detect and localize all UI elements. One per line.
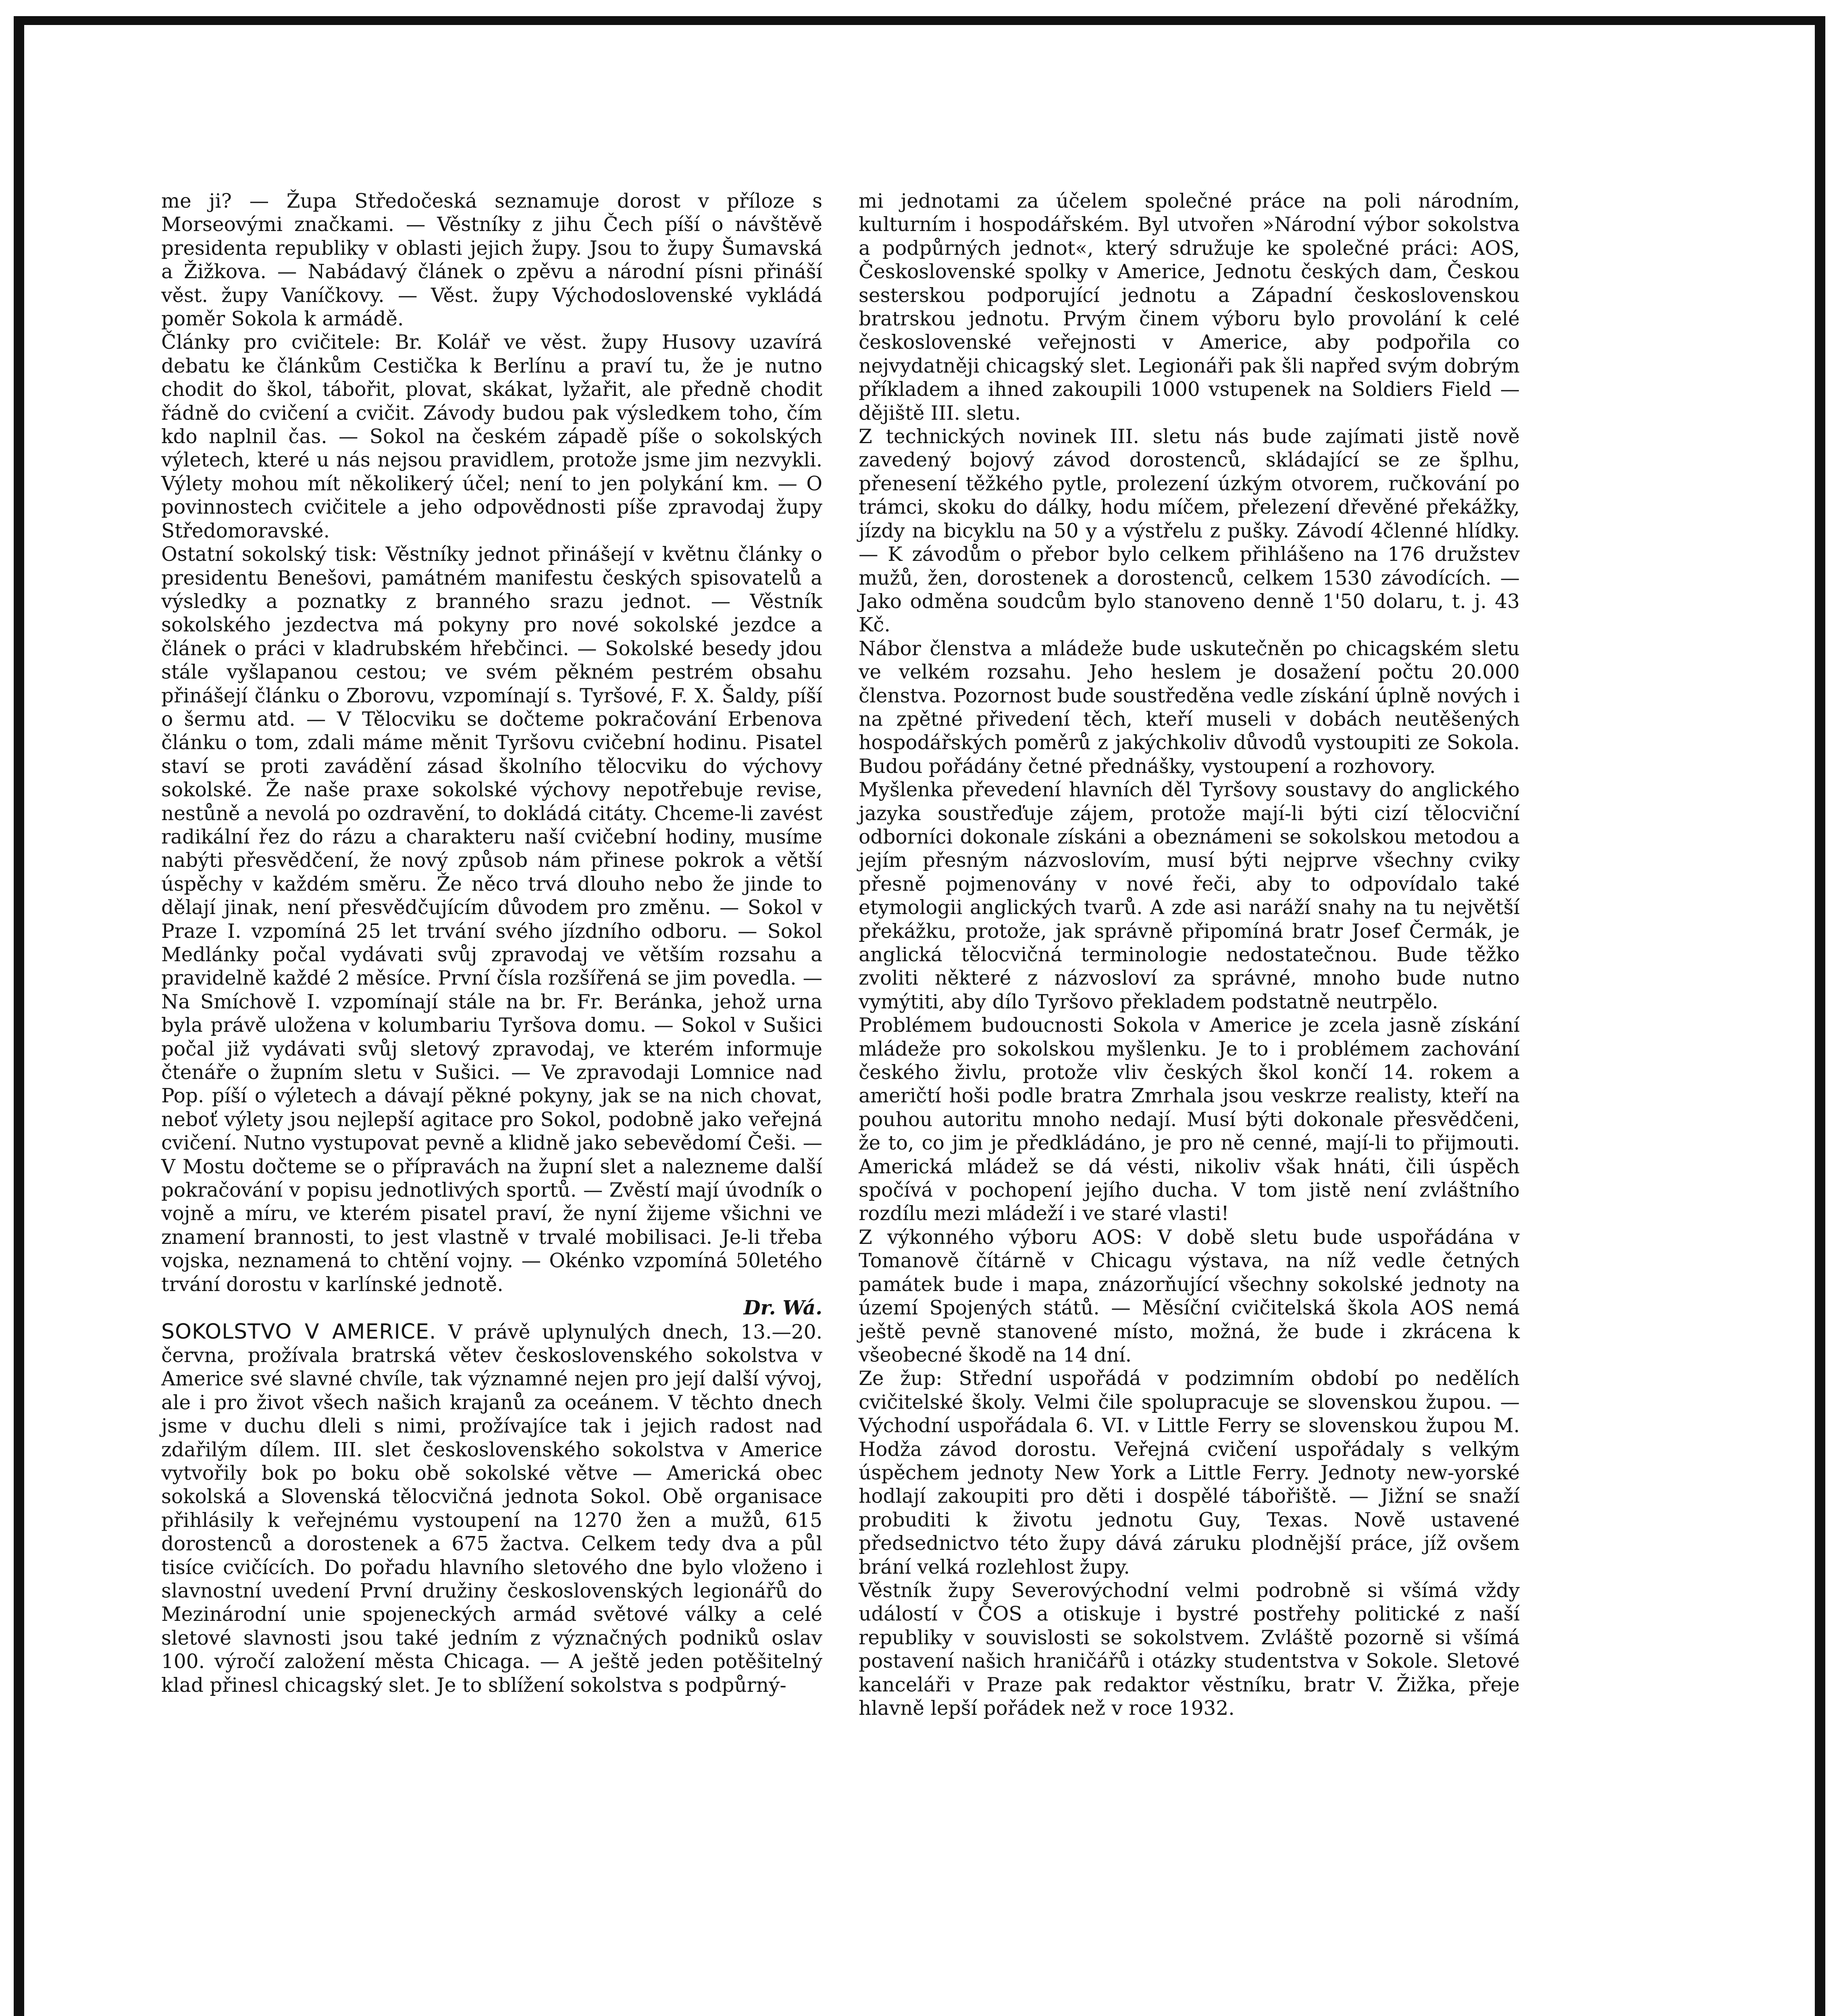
paragraph-instructor-articles: Články pro cvičitele: Br. Kolář ve věst. župy Husovy uzavírá debatu ke článkům Cestička k Berlínu a praví tu, že je nutno chodit do škol, tábořit, plovat, skákat, lyžařit, ale předně chodit řádně do cvičení a cvičit. Závody budou pak výsledkem toho, čím kdo naplnil čas. — Sokol na českém západě píše o sokolských výletech, které u nás nejsou pravidlem, protože jsme jim nezvykli. Výlety mohou mít několikerý účel; není to jen polykání km. — O povinnostech cvičitele a jeho odpovědnosti píše zpravodaj župy Středomoravské. — [161, 331, 822, 542]
author-signature: Dr. Wá. — [743, 1296, 822, 1320]
paragraph-translation: Myšlenka převedení hlavních děl Tyršovy soustavy do anglického jazyka soustřeďuje zájem, protože mají-li býti cizí tělocviční odborníci dokonale získáni a obeznámeni se sokolskou metodou a jejím přesným názvoslovím, musí býti nejprve všechny cviky přesně pojmenovány v nové řeči, aby to odpovídalo také etymologii anglických tvarů. A zde asi naráží snahy na tu největší překážku, protože, jak správně připomíná bratr Josef Čermák, je anglická tělocvičná terminologie nedostatečnou. Bude těžko zvoliti některé z názvosloví za správné, mnoho bude nutno vymýtiti, aby dílo Tyršovo překladem podstatně neutrpělo. — [859, 779, 1520, 1013]
paragraph-northeast-bulletin: Věstník župy Severovýchodní velmi podrobně si všímá vždy událostí v ČOS a otiskuje i bystré postřehy politické z naší republiky v souvislosti se sokolstvem. Zvláště pozorně si všímá postavení našich hraničářů i otázky studentstva v Sokole. Sletové kanceláři v Praze pak redaktor věstníku, bratr V. Žižka, přeje hlavně lepší pořádek než v roce 1932. — [859, 1579, 1520, 1720]
left-column — [161, 190, 822, 1697]
paragraph-regional-bulletins: me ji? — Župa Středočeská seznamuje dorost v příloze s Morseovými značkami. — Věstníky z jihu Čech píší o návštěvě presidenta republiky v oblasti jejich župy. Jsou to župy Šumavská a Žižkova. — Nabádavý článek o zpěvu a národní písni přináší věst. župy Vaníčkovy. — Věst. župy Východoslovenské vykládá poměr Sokola k armádě. — [161, 190, 822, 331]
paragraph-technical-news: Z technických novinek III. sletu nás bude zajímati jistě nově zavedený bojový závod dorostenců, skládající se ze šplhu, přenesení těžkého pytle, prolezení úzkým otvorem, ručkování po trámci, skoku do dálky, hodu míčem, přelezení dřevěné překážky, jízdy na bicyklu na 50 y a výstřelu z pušky. Závodí 4členné hlídky. — K závodům o přebor bylo celkem přihlášeno na 176 družstev mužů, žen, dorostenek a dorostenců, celkem 1530 závodících. — Jako odměna soudcům bylo stanoveno denně 1'50 dolaru, t. j. 43 Kč. — [859, 425, 1520, 637]
paragraph-regions: Ze žup: Střední uspořádá v podzimním období po nedělích cvičitelské školy. Velmi čile spolupracuje se slovenskou župou. — Východní uspořádala 6. VI. v Little Ferry se slovenskou župou M. Hodža závod dorostu. Veřejná cvičení uspořádaly s velkým úspěchem jednoty New York a Little Ferry. Jednoty new-yorské hodlají zakoupiti pro děti i dospělé tábořiště. — Jižní se snaží probuditi k životu jednotu Guy, Texas. Nově ustavené předsednictvo této župy dává záruku plodnější práce, jíž ovšem brání velká rozlehlost župy. — [859, 1367, 1520, 1579]
section-body: V právě uplynulých dnech, 13.—20. června, prožívala bratrská větev československého sokolstva v Americe své slavné chvíle, tak významné nejen pro její další vývoj, ale i pro život všech našich krajanů za oceánem. V těchto dnech jsme v duchu dleli s nimi, prožívajíce tak i jejich radost nad zdařilým dílem. III. slet československého sokolstva v Americe vytvořily bok po boku obě sokolské větve — Americká obec sokolská a Slovenská tělocvičná jednota Sokol. Obě organisace přihlásily k veřejnému vystoupení na 1270 žen a mužů, 615 dorostenců a dorostenek a 675 žactva. Celkem tedy dva a půl tisíce cvičících. Do pořadu hlavního sletového dne bylo vloženo i slavnostní uvedení První družiny československých legionářů do Mezinárodní unie spojeneckých armád světové války a celé sletové slavnosti jsou také jedním z význačných podniků oslav 100. výročí založení města Chicaga. — A ještě jeden potěšitelný klad přinesl chicagský slet. Je to sblížení sokolstva s podpůrný- — [161, 1320, 822, 1697]
paragraph-membership-drive: Nábor členstva a mládeže bude uskutečněn po chicagském sletu ve velkém rozsahu. Jeho heslem je dosažení počtu 20.000 členstva. Pozornost bude soustředěna vedle získání úplně nových i na zpětné přivedení těch, kteří museli v dobách neutěšených hospodářských poměrů z jakýchkoliv důvodů vystoupiti ze Sokola. Budou pořádány četné přednášky, vystoupení a rozhovory. — [859, 637, 1520, 778]
paragraph-youth-problem: Problémem budoucnosti Sokola v Americe je zcela jasně získání mládeže pro sokolskou myšlenku. Je to i problémem zachování českého živlu, protože vliv českých škol končí 14. rokem a američtí hoši podle bratra Zmrhala jsou veskrze realisty, kteří na pouhou autoritu mnoho nedají. Musí býti dokonale přesvědčeni, že to, co jim je předkládáno, je pro ně cenné, mají-li to přijmouti. Americká mládež se dá vésti, nikoliv však hnáti, čili úspěch spočívá v pochopení jejího ducha. V tom jistě není zvláštního rozdílu mezi mládeží i ve staré vlasti! — [859, 1014, 1520, 1225]
paragraph-sokol-america — [161, 1320, 822, 1697]
paragraph-executive-committee: Z výkonného výboru AOS: V době sletu bude uspořádána v Tomanově čítárně v Chicagu výstava, na níž vedle četných památek bude i mapa, znázorňující všechny sokolské jednoty na území Spojených států. — Měsíční cvičitelská škola AOS nemá ještě pevně stanovené místo, možná, že bude i zkrácena k všeobecné škodě na 14 dní. — [859, 1226, 1520, 1366]
paragraph-national-committee: mi jednotami za účelem společné práce na poli národním, kulturním i hospodářském. Byl utvořen »Národní výbor sokolstva a podpůrných jednot«, který sdružuje ke společné práci: AOS, Československé spolky v Americe, Jednotu českých dam, Českou sesterskou podporující jednotu a Západní československou bratrskou jednotu. Prvým činem výboru bylo provolání k celé československé veřejnosti v Americe, aby podpořila co nejvydatněji chicagský slet. Legionáři pak šli napřed svým dobrým příkladem a ihned zakoupili 1000 vstupenek na Soldiers Field — dějiště III. sletu. — [859, 190, 1520, 425]
paragraph-other-press: Ostatní sokolský tisk: Věstníky jednot přinášejí v květnu články o presidentu Benešovi, památném manifestu českých spisovatelů a výsledky a poznatky z branného srazu jednot. — Věstník sokolského jezdectva má pokyny pro nové sokolské jezdce a článek o práci v kladrubském hřebčinci. — Sokolské besedy jdou stále vyšlapanou cestou; ve svém pěkném pestrém obsahu přinášejí článku o Zborovu, vzpomínají s. Tyršové, F. X. Šaldy, píší o šermu atd. — V Tělocviku se dočteme pokračování Erbenova článku o tom, zdali máme měnit Tyršovu cvičební hodinu. Pisatel staví se proti zavádění zásad školního tělocviku do výchovy sokolské. Že naše praxe sokolské výchovy nepotřebuje revise, nestůně a nevolá po ozdravění, to dokládá citáty. Chceme-li zavést radikální řez do rázu a charakteru naší cvičební hodiny, musíme nabýti přesvědčení, že nový způsob nám přinese pokrok a větší úspěchy v každém směru. Že něco trvá dlouho nebo že jinde to dělají jinak, není přesvědčujícím důvodem pro změnu. — Sokol v Praze I. vzpomíná 25 let trvání svého jízdního odboru. — Sokol Medlánky počal vydávati svůj zpravodaj ve větším rozsahu a pravidelně každé 2 měsíce. První čísla rozšířená se jim povedla. — Na Smíchově I. vzpomínají stále na br. Fr. Beránka, jehož urna byla právě uložena v kolumbariu Tyršova domu. — Sokol v Sušici počal již vydávati svůj sletový zpravodaj, ve kterém informuje čtenáře o župním sletu v Sušici. — Ve zpravodaji Lomnice nad Pop. píší o výletech a dávají pěkné pokyny, jak se na nich chovat, neboť výlety jsou nejlepší agitace pro Sokol, podobně jako veřejná cvičení. Nutno vystupovat pevně a klidně jako sebevědomí Češi. — V Mostu dočteme se o přípravách na župní slet a nalezneme další pokračování v popisu jednotlivých sportů. — Zvěstí mají úvodník o vojně a míru, ve kterém pisatel praví, že nyní žijeme všichni ve znamení brannosti, to jest vlastně v trvalé mobilisaci. Je-li třeba vojska, neznamená to chtění vojny. — Okénko vzpomíná 50letého trvání dorostu v karlínské jednotě. — [161, 543, 822, 1296]
section-heading: SOKOLSTVO V AMERICE. — [161, 1319, 437, 1344]
right-column — [859, 190, 1520, 1720]
